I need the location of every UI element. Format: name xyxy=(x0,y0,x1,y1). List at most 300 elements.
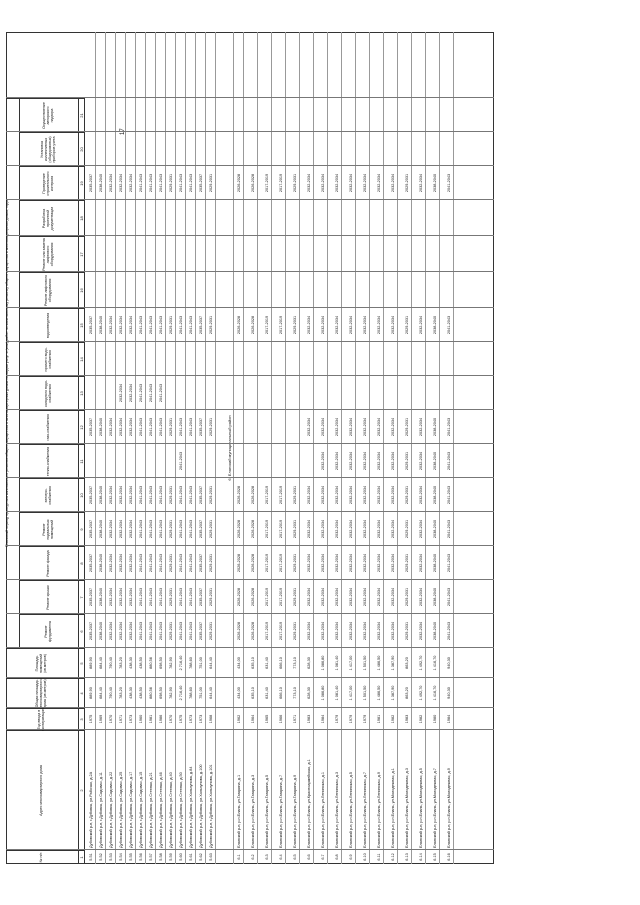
row-period: 2041-2043 xyxy=(447,587,451,607)
row-period: 2032-2034 xyxy=(335,485,339,505)
row-prem: 1 486,50 xyxy=(377,655,381,671)
grid-line xyxy=(6,97,494,98)
header-cell-facade: Ремонт фасада xyxy=(20,546,79,580)
row-area: 1 416,70 xyxy=(433,685,437,701)
row-n: 6.4 xyxy=(279,854,283,860)
row-period: 2038-2040 xyxy=(99,417,103,437)
row-period xyxy=(88,376,95,410)
row-year: 1964 xyxy=(251,714,255,724)
row-period: 2041-2043 xyxy=(149,587,153,607)
grid-line xyxy=(6,443,494,444)
row-addr: Дубовский р-н, г.Дубовка, ул.Садовая, д.25 xyxy=(119,771,123,848)
row-year: 1982 xyxy=(391,714,395,724)
row-n: 6.9 xyxy=(349,854,353,860)
row-area: 880,56 xyxy=(149,687,153,699)
row-area: 863,20 xyxy=(405,687,409,699)
row-period: 2017-2019 xyxy=(265,519,269,539)
row-period: 2041-2043 xyxy=(447,451,451,471)
row-period: 2029-2031 xyxy=(209,553,213,573)
row-period: 2029-2031 xyxy=(405,519,409,539)
row-period: 2032-2034 xyxy=(391,315,395,335)
row-period: 2032-2034 xyxy=(349,587,353,607)
row-area: 940,30 xyxy=(447,687,451,699)
row-period: 2032-2034 xyxy=(321,553,325,573)
row-prem: 783,20 xyxy=(119,657,123,669)
table-row xyxy=(148,32,156,864)
row-period xyxy=(264,376,271,410)
row-period xyxy=(128,342,135,376)
row-period: 2026-2028 xyxy=(251,587,255,607)
row-addr: Еланский р-н, р.п.Елань, ул.Гагарина, д.9 xyxy=(293,774,297,848)
row-addr: Дубовский р-н, г.Дубовка, ул.Хользунова, д.84 xyxy=(189,766,193,848)
row-period: 2032-2034 xyxy=(363,451,367,471)
row-year: 1983 xyxy=(405,714,409,724)
column-number: 15 xyxy=(79,308,85,342)
row-period: 2032-2034 xyxy=(419,553,423,573)
row-period: 2029-2031 xyxy=(293,173,297,193)
row-period: 2041-2043 xyxy=(149,553,153,573)
table-row xyxy=(178,32,186,864)
grid-line xyxy=(6,271,494,272)
row-period xyxy=(88,342,95,376)
header-cell-cold-water: холодного водо-снабжения xyxy=(20,376,79,410)
row-prem: 1 501,50 xyxy=(363,655,367,671)
row-year: 1962 xyxy=(237,714,241,724)
grid-line xyxy=(6,375,494,376)
row-n: 5.57 xyxy=(149,853,153,861)
row-year: 1973 xyxy=(129,714,133,724)
row-period: 2038-2040 xyxy=(433,451,437,471)
row-year: 1986 xyxy=(159,714,163,724)
row-addr: Дубовский р-н, г.Дубовка, ул.Садовая, д.15 xyxy=(139,771,143,848)
column-number: 8 xyxy=(79,546,85,580)
row-period: 2032-2034 xyxy=(377,485,381,505)
row-year: 1975 xyxy=(89,714,93,724)
row-n: 6.15 xyxy=(433,853,437,861)
row-period: 2029-2031 xyxy=(293,485,297,505)
row-period: 2017-2019 xyxy=(279,621,283,641)
row-period: 2032-2034 xyxy=(109,315,113,335)
row-period: 2041-2043 xyxy=(447,315,451,335)
row-period xyxy=(264,410,271,444)
row-period: 2032-2034 xyxy=(321,315,325,335)
table-row xyxy=(88,32,96,864)
header-cell-meters: Установка коллективных (общедомовых) приборов учета xyxy=(20,132,79,166)
row-addr: Дубовский р-н, г.Дубовка, ул.Степная, д.50 xyxy=(179,772,183,848)
row-period: 2029-2031 xyxy=(405,173,409,193)
row-period xyxy=(138,444,145,478)
row-period: 2032-2034 xyxy=(391,621,395,641)
row-addr: Дубовский р-н, г.Дубовка, ул.Садовая, д.22 xyxy=(109,771,113,848)
row-period xyxy=(418,342,425,376)
row-period: 2041-2043 xyxy=(189,587,193,607)
row-period: 2026-2028 xyxy=(251,315,255,335)
row-period: 2041-2043 xyxy=(179,451,183,471)
row-period: 2032-2034 xyxy=(307,173,311,193)
row-period: 2038-2040 xyxy=(433,173,437,193)
header-cell-premises-area: Площадь помещений (кв.метров) xyxy=(6,648,79,678)
row-period: 2032-2034 xyxy=(349,621,353,641)
row-period: 2029-2031 xyxy=(405,621,409,641)
row-period: 2041-2043 xyxy=(149,315,153,335)
row-period: 2026-2028 xyxy=(237,315,241,335)
row-period: 2026-2028 xyxy=(237,485,241,505)
row-period xyxy=(362,376,369,410)
grid-line xyxy=(6,677,494,678)
row-period: 2029-2031 xyxy=(169,553,173,573)
row-period xyxy=(148,342,155,376)
grid-line xyxy=(6,199,494,200)
row-area: 438,30 xyxy=(129,687,133,699)
row-period xyxy=(376,376,383,410)
row-year: 1965 xyxy=(265,714,269,724)
row-period: 2041-2043 xyxy=(447,553,451,573)
row-period: 2032-2034 xyxy=(391,485,395,505)
row-period: 2032-2034 xyxy=(391,173,395,193)
row-period: 2032-2034 xyxy=(377,519,381,539)
row-period: 2017-2019 xyxy=(279,587,283,607)
row-prem: 2 716,40 xyxy=(179,655,183,671)
row-year: 1968 xyxy=(209,714,213,724)
row-period: 2035-2037 xyxy=(89,315,93,335)
row-period: 2035-2037 xyxy=(89,485,93,505)
row-period: 2032-2034 xyxy=(335,519,339,539)
row-prem: 438,30 xyxy=(129,657,133,669)
row-area: 782,90 xyxy=(169,687,173,699)
row-area: 698,50 xyxy=(159,687,163,699)
row-period: 2026-2028 xyxy=(237,621,241,641)
row-period: 2032-2034 xyxy=(129,553,133,573)
row-period: 2017-2019 xyxy=(279,519,283,539)
column-number: 12 xyxy=(79,410,85,444)
header-cell-year: Год ввода в эксплуатацию xyxy=(6,708,79,730)
row-area: 434,00 xyxy=(237,687,241,699)
table-row xyxy=(446,32,454,864)
row-period: 2017-2019 xyxy=(265,315,269,335)
row-addr: Еланский р-н, р.п.Елань, ул.Гагарина, д.5 xyxy=(265,774,269,848)
row-period xyxy=(264,342,271,376)
row-period: 2032-2034 xyxy=(307,587,311,607)
row-period xyxy=(158,342,165,376)
row-period xyxy=(208,444,215,478)
row-year: 1981 xyxy=(149,714,153,724)
row-period: 2017-2019 xyxy=(279,485,283,505)
row-period: 2038-2040 xyxy=(99,173,103,193)
grid-line xyxy=(6,235,494,236)
row-prem: 788,60 xyxy=(189,657,193,669)
row-period: 2041-2043 xyxy=(447,519,451,539)
row-period: 2038-2040 xyxy=(433,315,437,335)
row-period: 2029-2031 xyxy=(209,519,213,539)
row-area: 1 086,80 xyxy=(321,685,325,701)
row-addr: Дубовский р-н, г.Дубовка, ул.Садовая, д.11 xyxy=(99,772,103,848)
header-cell-basement: Ремонт подвальных помещений xyxy=(20,512,79,546)
grid-line xyxy=(6,307,494,308)
column-number: 11 xyxy=(79,444,85,478)
row-period xyxy=(432,376,439,410)
row-period: 2035-2037 xyxy=(199,417,203,437)
table-row xyxy=(98,32,106,864)
row-period xyxy=(418,376,425,410)
row-period: 2032-2034 xyxy=(119,173,123,193)
row-period: 2032-2034 xyxy=(335,587,339,607)
row-period: 2041-2043 xyxy=(179,173,183,193)
row-period xyxy=(236,444,243,478)
row-period xyxy=(404,376,411,410)
table-row xyxy=(320,32,328,864)
row-period: 2029-2031 xyxy=(405,315,409,335)
row-year: 1973 xyxy=(189,714,193,724)
row-period: 2032-2034 xyxy=(377,587,381,607)
grid-line xyxy=(6,729,494,730)
row-addr: Еланский р-н, р.п.Елань, ул.Ленинская, д.1 xyxy=(321,771,325,848)
row-period: 2032-2034 xyxy=(363,173,367,193)
row-period: 2032-2034 xyxy=(419,587,423,607)
row-period: 2029-2031 xyxy=(293,553,297,573)
row-period xyxy=(278,342,285,376)
row-period: 2041-2043 xyxy=(179,621,183,641)
row-period: 2038-2040 xyxy=(99,315,103,335)
row-period: 2029-2031 xyxy=(293,587,297,607)
grid-line xyxy=(6,545,494,546)
row-period xyxy=(158,444,165,478)
row-period xyxy=(118,444,125,478)
row-year: 1969 xyxy=(99,714,103,724)
row-period: 2041-2043 xyxy=(179,417,183,437)
row-period xyxy=(178,376,185,410)
row-year: 1979 xyxy=(363,714,367,724)
row-period: 2038-2040 xyxy=(99,485,103,505)
row-period: 2032-2034 xyxy=(119,519,123,539)
row-period: 2017-2019 xyxy=(265,587,269,607)
row-period: 2026-2028 xyxy=(251,621,255,641)
row-period: 2017-2019 xyxy=(279,553,283,573)
column-number: 4 xyxy=(79,678,85,708)
row-period: 2032-2034 xyxy=(363,553,367,573)
row-period xyxy=(306,376,313,410)
row-period: 2032-2034 xyxy=(129,315,133,335)
row-period: 2029-2031 xyxy=(405,451,409,471)
row-period xyxy=(188,342,195,376)
row-period xyxy=(334,342,341,376)
row-period: 2041-2043 xyxy=(159,519,163,539)
header-cell-design-docs: Разработка проектной документации xyxy=(20,200,79,236)
row-period: 2041-2043 xyxy=(139,485,143,505)
row-n: 6.5 xyxy=(293,854,297,860)
row-period: 2032-2034 xyxy=(129,519,133,539)
row-period: 2041-2043 xyxy=(149,173,153,193)
row-period: 2032-2034 xyxy=(321,451,325,471)
row-period xyxy=(118,342,125,376)
row-period: 2041-2043 xyxy=(189,485,193,505)
row-period xyxy=(168,376,175,410)
row-prem: 628,30 xyxy=(307,657,311,669)
table-row xyxy=(334,32,342,864)
row-period: 2032-2034 xyxy=(349,485,353,505)
row-period xyxy=(128,444,135,478)
row-period xyxy=(348,376,355,410)
row-period xyxy=(250,376,257,410)
table-row xyxy=(432,32,440,864)
row-addr: Дубовский р-н, г.Дубовка, ул.Степная, д.40 xyxy=(169,772,173,848)
row-period: 2032-2034 xyxy=(119,383,123,403)
row-period: 2041-2043 xyxy=(189,621,193,641)
row-period: 2032-2034 xyxy=(335,451,339,471)
row-period: 2032-2034 xyxy=(335,417,339,437)
row-period: 2032-2034 xyxy=(363,485,367,505)
row-period: 2041-2043 xyxy=(149,621,153,641)
grid-line xyxy=(6,613,494,614)
row-period: 2038-2040 xyxy=(99,553,103,573)
row-period: 2032-2034 xyxy=(391,553,395,573)
table-row xyxy=(362,32,370,864)
row-period: 2032-2034 xyxy=(335,315,339,335)
row-period: 2032-2034 xyxy=(307,553,311,573)
row-period: 2032-2034 xyxy=(391,519,395,539)
row-period: 2032-2034 xyxy=(391,417,395,437)
row-period: 2032-2034 xyxy=(307,485,311,505)
row-period: 2026-2028 xyxy=(251,173,255,193)
row-period xyxy=(250,342,257,376)
row-period: 2029-2031 xyxy=(293,315,297,335)
row-prem: 631,40 xyxy=(265,657,269,669)
row-n: 6.14 xyxy=(419,853,423,861)
row-prem: 635,10 xyxy=(251,657,255,669)
row-period xyxy=(148,444,155,478)
row-n: 6.16 xyxy=(447,853,451,861)
row-period: 2032-2034 xyxy=(129,173,133,193)
row-prem: 666,10 xyxy=(279,657,283,669)
row-period: 2032-2034 xyxy=(419,621,423,641)
row-addr: Дубовский р-н, г.Дубовка, ул.Степная, д.21 xyxy=(149,772,153,848)
row-year: 1982 xyxy=(419,714,423,724)
row-period: 2041-2043 xyxy=(149,519,153,539)
row-period: 2032-2034 xyxy=(119,553,123,573)
column-number: 7 xyxy=(79,580,85,614)
row-period: 2041-2043 xyxy=(189,553,193,573)
row-period: 2017-2019 xyxy=(265,621,269,641)
row-period: 2035-2037 xyxy=(199,587,203,607)
table-row xyxy=(236,32,244,864)
row-period: 2038-2040 xyxy=(99,621,103,641)
row-period: 2029-2031 xyxy=(169,485,173,505)
grid-line xyxy=(6,707,494,708)
row-addr: Еланский р-н, р.п.Елань, ул.Гагарина, д.1 xyxy=(237,774,241,848)
row-prem: 1 492,70 xyxy=(419,655,423,671)
row-period: 2038-2040 xyxy=(99,519,103,539)
row-period: 2035-2037 xyxy=(89,587,93,607)
row-period: 2029-2031 xyxy=(405,485,409,505)
row-area: 1 501,50 xyxy=(363,685,367,701)
row-period: 2035-2037 xyxy=(199,315,203,335)
row-period: 2032-2034 xyxy=(109,553,113,573)
row-period: 2026-2028 xyxy=(237,587,241,607)
row-period: 2041-2043 xyxy=(159,383,163,403)
column-number: 9 xyxy=(79,512,85,546)
row-period xyxy=(236,410,243,444)
row-period: 2032-2034 xyxy=(349,553,353,573)
row-prem: 644,40 xyxy=(209,657,213,669)
grid-line xyxy=(6,165,494,166)
row-period: 2032-2034 xyxy=(391,451,395,471)
header-cell-hot-water: горячего водо-снабжения xyxy=(20,342,79,376)
row-period: 2041-2043 xyxy=(189,417,193,437)
row-period xyxy=(404,342,411,376)
row-period: 2041-2043 xyxy=(179,485,183,505)
row-n: 6.13 xyxy=(405,853,409,861)
row-period xyxy=(98,342,105,376)
table-row xyxy=(208,32,216,864)
header-cell-number: № п/п xyxy=(6,850,79,864)
row-n: 6.6 xyxy=(307,854,311,860)
row-period: 2032-2034 xyxy=(129,485,133,505)
table-row xyxy=(264,32,272,864)
row-year: 1971 xyxy=(119,714,123,724)
row-year: 1975 xyxy=(179,714,183,724)
row-prem: 1 081,40 xyxy=(335,655,339,671)
row-period: 2041-2043 xyxy=(139,519,143,539)
row-period: 2026-2028 xyxy=(237,173,241,193)
row-period: 2041-2043 xyxy=(149,417,153,437)
table-row xyxy=(198,32,206,864)
column-number: 18 xyxy=(79,200,85,236)
row-period: 2032-2034 xyxy=(109,417,113,437)
row-period: 2032-2034 xyxy=(129,587,133,607)
row-period xyxy=(320,376,327,410)
row-period: 2032-2034 xyxy=(109,485,113,505)
row-period: 2041-2043 xyxy=(139,383,143,403)
row-period xyxy=(198,342,205,376)
row-period: 2035-2037 xyxy=(199,485,203,505)
row-period: 2038-2040 xyxy=(433,519,437,539)
row-addr: Дубовский р-н, г.Дубовка, ул.Садовая, д.17 xyxy=(129,771,133,848)
row-period: 2029-2031 xyxy=(405,553,409,573)
row-period xyxy=(292,410,299,444)
row-n: 6.3 xyxy=(265,854,269,860)
row-period: 2041-2043 xyxy=(179,519,183,539)
row-period xyxy=(236,376,243,410)
row-period: 2029-2031 xyxy=(169,173,173,193)
table-row xyxy=(418,32,426,864)
row-period xyxy=(292,444,299,478)
row-period xyxy=(168,444,175,478)
row-period: 2032-2034 xyxy=(419,451,423,471)
column-number: 14 xyxy=(79,342,85,376)
row-n: 5.59 xyxy=(169,853,173,861)
row-n: 5.54 xyxy=(119,853,123,861)
row-period: 2032-2034 xyxy=(321,587,325,607)
row-period: 2032-2034 xyxy=(307,417,311,437)
row-period: 2032-2034 xyxy=(307,621,311,641)
row-period: 2017-2019 xyxy=(279,173,283,193)
row-area: 644,40 xyxy=(209,687,213,699)
row-period: 2017-2019 xyxy=(265,173,269,193)
row-period: 2032-2034 xyxy=(119,485,123,505)
row-period: 2041-2043 xyxy=(159,587,163,607)
row-period xyxy=(376,342,383,376)
row-prem: 880,56 xyxy=(149,657,153,669)
row-period: 2035-2037 xyxy=(199,553,203,573)
row-period: 2032-2034 xyxy=(377,315,381,335)
row-period: 2029-2031 xyxy=(209,417,213,437)
row-n: 6.1 xyxy=(237,854,241,860)
row-period: 2032-2034 xyxy=(349,417,353,437)
row-period xyxy=(178,342,185,376)
row-area: 1 387,90 xyxy=(391,685,395,701)
row-period: 2029-2031 xyxy=(169,417,173,437)
row-prem: 434,00 xyxy=(237,657,241,669)
row-period: 2035-2037 xyxy=(199,173,203,193)
